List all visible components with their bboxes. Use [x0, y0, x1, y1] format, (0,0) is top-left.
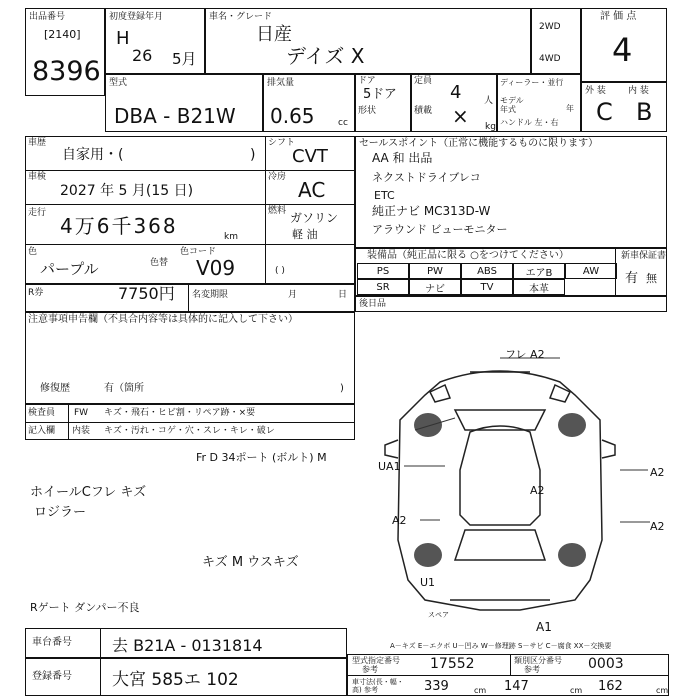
- model-year-unit: 年: [566, 104, 574, 113]
- diagram-label: A1: [536, 620, 552, 634]
- note-bottom: Rゲート ダンパー不良: [30, 601, 140, 614]
- rear-seat-label: 後日品: [359, 299, 387, 309]
- inspector-label: 検査員: [28, 408, 56, 418]
- class-sub: 参考: [524, 665, 540, 674]
- width-value: 147: [504, 679, 529, 694]
- recycle-value: 7750円: [118, 284, 175, 303]
- width-unit: cm: [570, 686, 583, 695]
- lot-label: 出品番号: [29, 12, 66, 22]
- mileage-label: 走行: [28, 208, 47, 218]
- divider: [347, 675, 669, 676]
- lot-number: 8396: [32, 56, 101, 87]
- name-change-month: 月: [288, 290, 298, 300]
- displacement-unit: cc: [338, 118, 348, 128]
- exterior-value: C: [596, 98, 613, 126]
- ac-label: 冷房: [268, 172, 287, 182]
- name-change-label: 名変期限: [192, 290, 229, 300]
- diagram-label: A2: [530, 484, 545, 497]
- fuel-label: 燃料: [268, 206, 287, 216]
- entry-label: 記入欄: [28, 426, 56, 436]
- drive-2wd: 2WD: [539, 22, 561, 32]
- equipment-item: PS: [357, 263, 409, 279]
- registration-value: 大宮 585エ 102: [112, 670, 239, 690]
- maker: 日産: [256, 24, 292, 45]
- selling-point-line: アラウンド ビューモニター: [372, 223, 508, 236]
- dealer-label: ディーラー・並行: [500, 78, 564, 87]
- drive-4wd: 4WD: [539, 54, 561, 64]
- class-label: 類別区分番号: [514, 656, 562, 665]
- load-unit: kg: [485, 122, 496, 132]
- registration-label: 登録番号: [32, 671, 72, 682]
- color-change-label: 色替: [150, 258, 169, 268]
- displacement-value: 0.65: [270, 104, 315, 128]
- load-label: 積載: [414, 106, 433, 116]
- model-name: デイズ X: [286, 44, 365, 68]
- class-value: 0003: [588, 656, 624, 672]
- selling-points-label: セールスポイント（正常に機能するものに限ります）: [359, 138, 599, 149]
- lot-sub: [2140]: [44, 28, 81, 41]
- type-cert-label: 型式指定番号: [352, 656, 400, 665]
- note-top: Fr D 34ポート (ボルト) M: [196, 451, 327, 464]
- first-reg-era: H: [116, 28, 130, 49]
- equipment-item: TV: [461, 279, 513, 295]
- type-cert-sub: 参考: [362, 665, 378, 674]
- notes-label: 注意事項申告欄（不具合内容等は具体的に記入して下さい）: [28, 314, 298, 325]
- capacity-label: 定員: [414, 76, 433, 86]
- note-mid: キズ M ウスキズ: [202, 555, 299, 570]
- fuel-alt: 軽 油: [292, 228, 318, 241]
- exterior-label: 外 装: [585, 86, 606, 96]
- displacement-label: 排気量: [267, 78, 295, 88]
- door-value: 5ドア: [363, 87, 397, 102]
- diagram-label: A2: [392, 514, 407, 527]
- spare-label: スペア: [428, 611, 449, 619]
- first-reg-label: 初度登録年月: [109, 12, 164, 22]
- interior-value: B: [636, 98, 653, 126]
- equipment-item: ナビ: [409, 279, 461, 295]
- note-left-1: ホイールCフレ キズ: [30, 485, 147, 500]
- selling-point-line: 純正ナビ MC313D-W: [372, 204, 491, 218]
- diagram-legend: A－キズ E－エクボ U－凹み W－修理跡 S－サビ C－腐食 XX－交換要: [390, 642, 612, 650]
- inspection-value: 2027 年 5 月(15 日): [60, 183, 194, 199]
- length-unit: cm: [474, 686, 487, 695]
- diagram-label: フレ A2: [505, 348, 545, 361]
- fuel-paren: ( ): [275, 266, 285, 276]
- recycle-label: R券: [28, 288, 44, 298]
- divider: [510, 654, 511, 675]
- first-reg-year: 26: [132, 46, 153, 65]
- equipment-item: AW: [565, 263, 617, 279]
- warranty-no: 無: [646, 272, 657, 285]
- handle-label: ハンドル 左・右: [500, 118, 559, 127]
- equipment-label: 装備品（純正品に限る ○をつけてください）: [367, 250, 569, 261]
- interior-label: 内 装: [628, 86, 649, 96]
- repair-value: 有（箇所: [104, 383, 144, 394]
- fuel-value: ガソリン: [290, 211, 339, 225]
- diagram-label: UA1: [378, 460, 401, 473]
- selling-point-line: ネクストドライブレコ: [372, 171, 481, 184]
- selling-point-line: AA 和 出品: [372, 151, 433, 165]
- chassis-label: 車台番号: [32, 637, 72, 648]
- equipment-item: SR: [357, 279, 409, 295]
- equipment-item: PW: [409, 263, 461, 279]
- name-label: 車名・グレード: [209, 12, 273, 22]
- name-change-day: 日: [338, 290, 348, 300]
- diagram-label: A2: [650, 520, 665, 533]
- equipment-item: エアB: [513, 263, 565, 279]
- load-value: ×: [452, 104, 469, 128]
- shift-label: シフト: [268, 138, 296, 148]
- length-value: 339: [424, 679, 449, 694]
- color-value: パープル: [40, 260, 99, 278]
- capacity-unit: 人: [484, 96, 494, 106]
- mileage-value: 4万6千368: [60, 214, 178, 238]
- history-value: 自家用・(: [62, 147, 124, 163]
- warranty-label: 新車保証書: [621, 251, 667, 261]
- height-unit: cm: [656, 686, 669, 695]
- first-reg-month: 5月: [172, 50, 197, 68]
- grade-value: 4: [612, 31, 633, 69]
- inspector-row2: キズ・汚れ・コゲ・穴・スレ・キレ・破レ: [104, 426, 275, 436]
- color-code-label: 色コード: [180, 247, 217, 257]
- divider: [100, 658, 101, 696]
- inspection-label: 車検: [28, 172, 47, 182]
- model-year-label: モデル年式: [500, 96, 524, 114]
- repair-label: 修復歴: [40, 383, 70, 394]
- repair-close: ): [340, 383, 344, 394]
- type-cert-value: 17552: [430, 656, 475, 672]
- grade-label: 評 価 点: [600, 11, 637, 22]
- history-label: 車歴: [28, 138, 47, 148]
- color-label: 色: [28, 247, 38, 257]
- model-type-label: 型式: [109, 78, 128, 88]
- equipment-item: 本革: [513, 279, 565, 295]
- door-label: ドア: [358, 76, 376, 86]
- diagram-label: A2: [650, 466, 665, 479]
- equipment-item: ABS: [461, 263, 513, 279]
- color-code-value: V09: [196, 256, 236, 280]
- chassis-value: 去 B21A - 0131814: [112, 636, 263, 655]
- shape-label: 形状: [358, 106, 377, 116]
- inspector-inside: 内装: [72, 426, 91, 436]
- model-type-value: DBA - B21W: [114, 104, 236, 128]
- divider: [100, 628, 101, 658]
- height-value: 162: [598, 679, 623, 694]
- inspector-row1: キズ・飛石・ヒビ割・リペア跡・×要: [104, 408, 256, 418]
- ac-value: AC: [298, 178, 326, 202]
- capacity-value: 4: [450, 82, 462, 103]
- inspector-fw: FW: [74, 408, 89, 418]
- shift-value: CVT: [292, 146, 328, 167]
- warranty-yes: 有: [625, 271, 639, 286]
- selling-point-line: ETC: [374, 189, 395, 202]
- history-close: ): [250, 147, 256, 163]
- dims-label: 車寸法(長・幅・高) 参考: [352, 678, 404, 694]
- note-left-2: ロジラー: [34, 505, 87, 520]
- mileage-unit: km: [224, 232, 238, 242]
- diagram-label: U1: [420, 576, 436, 589]
